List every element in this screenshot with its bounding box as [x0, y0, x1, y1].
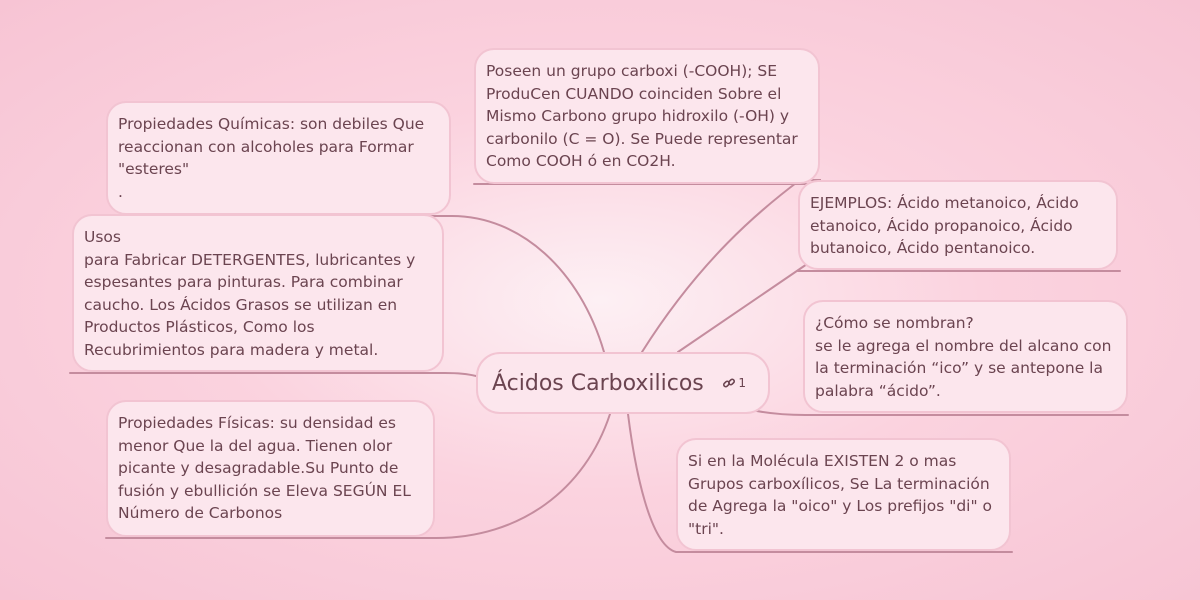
link-count: 1	[738, 376, 746, 390]
link-icon	[722, 376, 736, 390]
node-propiedades-quimicas[interactable]: Propiedades Químicas: son debiles Que reaccionan con alcoholes para Formar "esteres" .	[106, 101, 451, 215]
connector-definicion	[474, 180, 820, 352]
node-dicarboxilicos[interactable]: Si en la Molécula EXISTEN 2 o mas Grupos carboxílicos, Se La terminación de Agrega la "oico" y Los prefijos "di" o "tri".	[676, 438, 1011, 551]
central-topic-label: Ácidos Carboxilicos	[492, 370, 704, 396]
connector-propiedades-quimicas	[420, 216, 604, 352]
node-definicion[interactable]: Poseen un grupo carboxi (-COOH); SE ProduCen CUANDO coinciden Sobre el Mismo Carbono grupo hidroxilo (-OH) y carbonilo (C = O). Se Puede representar Como COOH ó en CO2H.	[474, 48, 820, 184]
central-topic[interactable]	[476, 352, 770, 414]
link-badge[interactable]	[722, 376, 746, 390]
node-propiedades-fisicas[interactable]: Propiedades Físicas: su densidad es menor Que la del agua. Tienen olor picante y desagradable.Su Punto de fusión y ebullición se Eleva SEGÚN EL Número de Carbonos	[106, 400, 435, 537]
node-ejemplos[interactable]: EJEMPLOS: Ácido metanoico, Ácido etanoico, Ácido propanoico, Ácido butanoico, Ácido pentanoico.	[798, 180, 1118, 270]
connector-usos	[70, 373, 476, 376]
node-usos[interactable]: Usos para Fabricar DETERGENTES, lubricantes y espesantes para pinturas. Para combinar caucho. Los Ácidos Grasos se utilizan en Productos Plásticos, Como los Recubrimientos para madera y metal.	[72, 214, 444, 372]
node-nomenclatura[interactable]: ¿Cómo se nombran? se le agrega el nombre del alcano con la terminación “ico” y se antepone la palabra “ácido”.	[803, 300, 1128, 413]
